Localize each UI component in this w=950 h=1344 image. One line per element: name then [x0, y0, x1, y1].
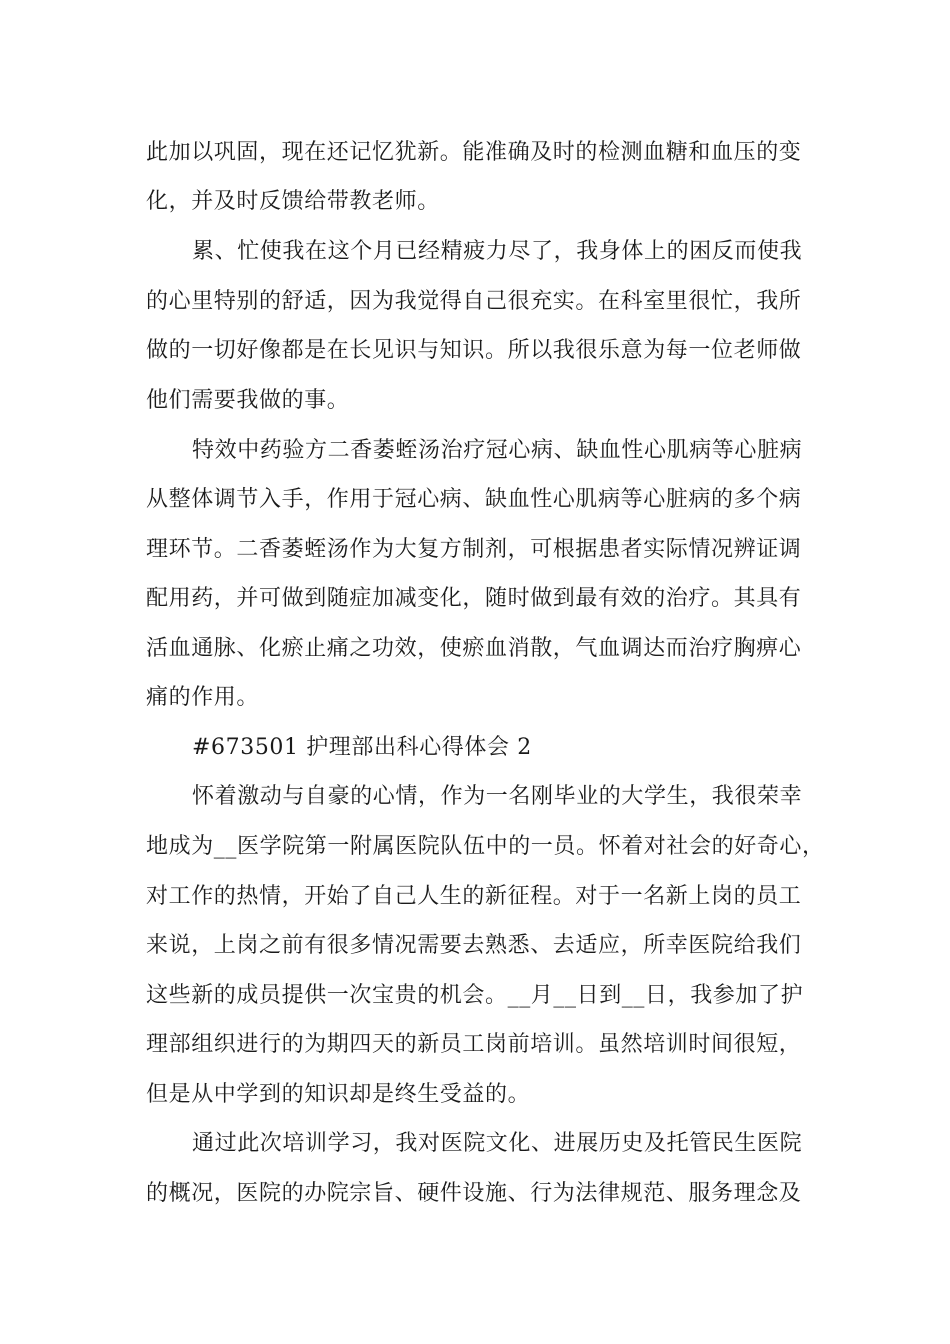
text-line: 活血通脉、化瘀止痛之功效，使瘀血消散，气血调达而治疗胸痹心	[146, 636, 802, 661]
text-line: 化，并及时反馈给带教老师。	[146, 189, 440, 214]
paragraph-first-line: 特效中药验方二香萎蛭汤治疗冠心病、缺血性心肌病等心脏病	[192, 438, 803, 463]
text-line: 来说，上岗之前有很多情况需要去熟悉、去适应，所幸医院给我们	[146, 933, 802, 958]
paragraph-first-line: 怀着激动与自豪的心情，作为一名刚毕业的大学生，我很荣幸	[192, 784, 803, 809]
text-line: 理环节。二香萎蛭汤作为大复方制剂，可根据患者实际情况辨证调	[146, 537, 802, 562]
text-line: 痛的作用。	[146, 685, 260, 710]
text-line: 配用药，并可做到随症加减变化，随时做到最有效的治疗。其具有	[146, 586, 802, 611]
text-line: 做的一切好像都是在长见识与知识。所以我很乐意为每一位老师做	[146, 338, 802, 363]
text-line: 此加以巩固，现在还记忆犹新。能准确及时的检测血糖和血压的变	[146, 140, 802, 165]
paragraph-first-line: 累、忙使我在这个月已经精疲力尽了，我身体上的困反而使我	[192, 239, 803, 264]
text-line: 这些新的成员提供一次宝贵的机会。__月__日到__日，我参加了护	[146, 983, 804, 1008]
text-line: 地成为__医学院第一附属医院队伍中的一员。怀着对社会的好奇心，	[146, 834, 825, 859]
text-line: 他们需要我做的事。	[146, 388, 350, 413]
text-line: 理部组织进行的为期四天的新员工岗前培训。虽然培训时间很短，	[146, 1032, 802, 1057]
text-line: 的概况，医院的办院宗旨、硬件设施、行为法律规范、服务理念及	[146, 1181, 802, 1206]
section-heading: #673501 护理部出科心得体会 2	[192, 735, 532, 760]
text-line: 对工作的热情，开始了自己人生的新征程。对于一名新上岗的员工	[146, 884, 802, 909]
paragraph-first-line: 通过此次培训学习，我对医院文化、进展历史及托管民生医院	[192, 1131, 803, 1156]
text-line: 从整体调节入手，作用于冠心病、缺血性心肌病等心脏病的多个病	[146, 487, 802, 512]
text-line: 但是从中学到的知识却是终生受益的。	[146, 1082, 531, 1107]
text-line: 的心里特别的舒适，因为我觉得自己很充实。在科室里很忙，我所	[146, 289, 802, 314]
